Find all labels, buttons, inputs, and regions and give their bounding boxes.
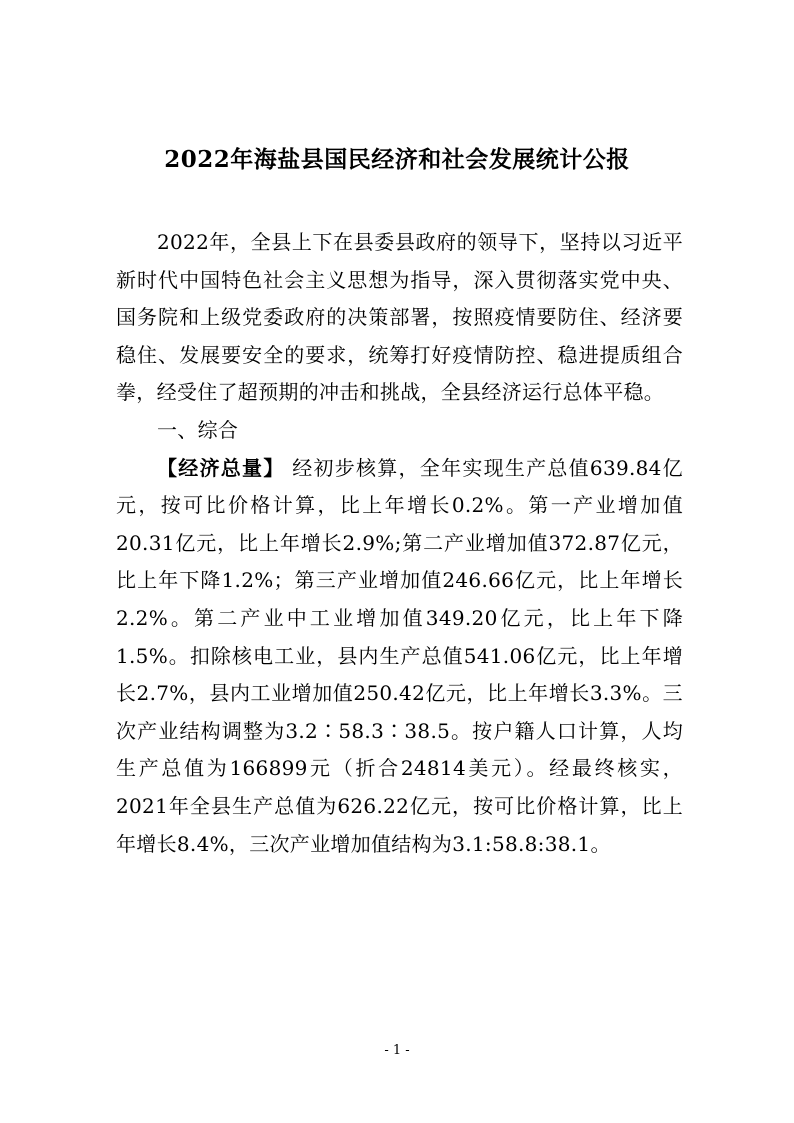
economy-paragraph xyxy=(116,450,683,864)
economy-text: 经初步核算，全年实现生产总值639.84亿元，按可比价格计算，比上年增长0.2%。第一产业增加值20.31亿元，比上年增长2.9%;第二产业增加值372.87亿元，比上年下降1.2%；第三产业增加值246.66亿元，比上年增长2.2%。第二产业中工业增加值349.20亿元，比上年下降1.5%。扣除核电工业，县内生产总值541.06亿元，比上年增长2.7%，县内工业增加值250.42亿元，比上年增长3.3%。三次产业结构调整为3.2∶58.3∶38.5。按户籍人口计算，人均生产总值为166899元（折合24814美元）。经最终核实，2021年全县生产总值为626.22亿元，按可比价格计算，比上年增长8.4%，三次产业增加值结构为3.1:58.8:38.1。 xyxy=(116,455,683,856)
body-text xyxy=(116,224,683,863)
economy-lead: 【经济总量】 xyxy=(157,455,285,480)
intro-paragraph: 2022年，全县上下在县委县政府的领导下，坚持以习近平新时代中国特色社会主义思想为指导，深入贯彻落实党中央、国务院和上级党委政府的决策部署，按照疫情要防住、经济要稳住、发展要安全的要求，统筹打好疫情防控、稳进提质组合拳，经受住了超预期的冲击和挑战，全县经济运行总体平稳。 xyxy=(116,230,683,405)
page-title: 2022年海盐县国民经济和社会发展统计公报 xyxy=(164,146,630,173)
page-number: - 1 - xyxy=(384,1043,410,1058)
section-heading: 一、综合 xyxy=(157,417,239,442)
